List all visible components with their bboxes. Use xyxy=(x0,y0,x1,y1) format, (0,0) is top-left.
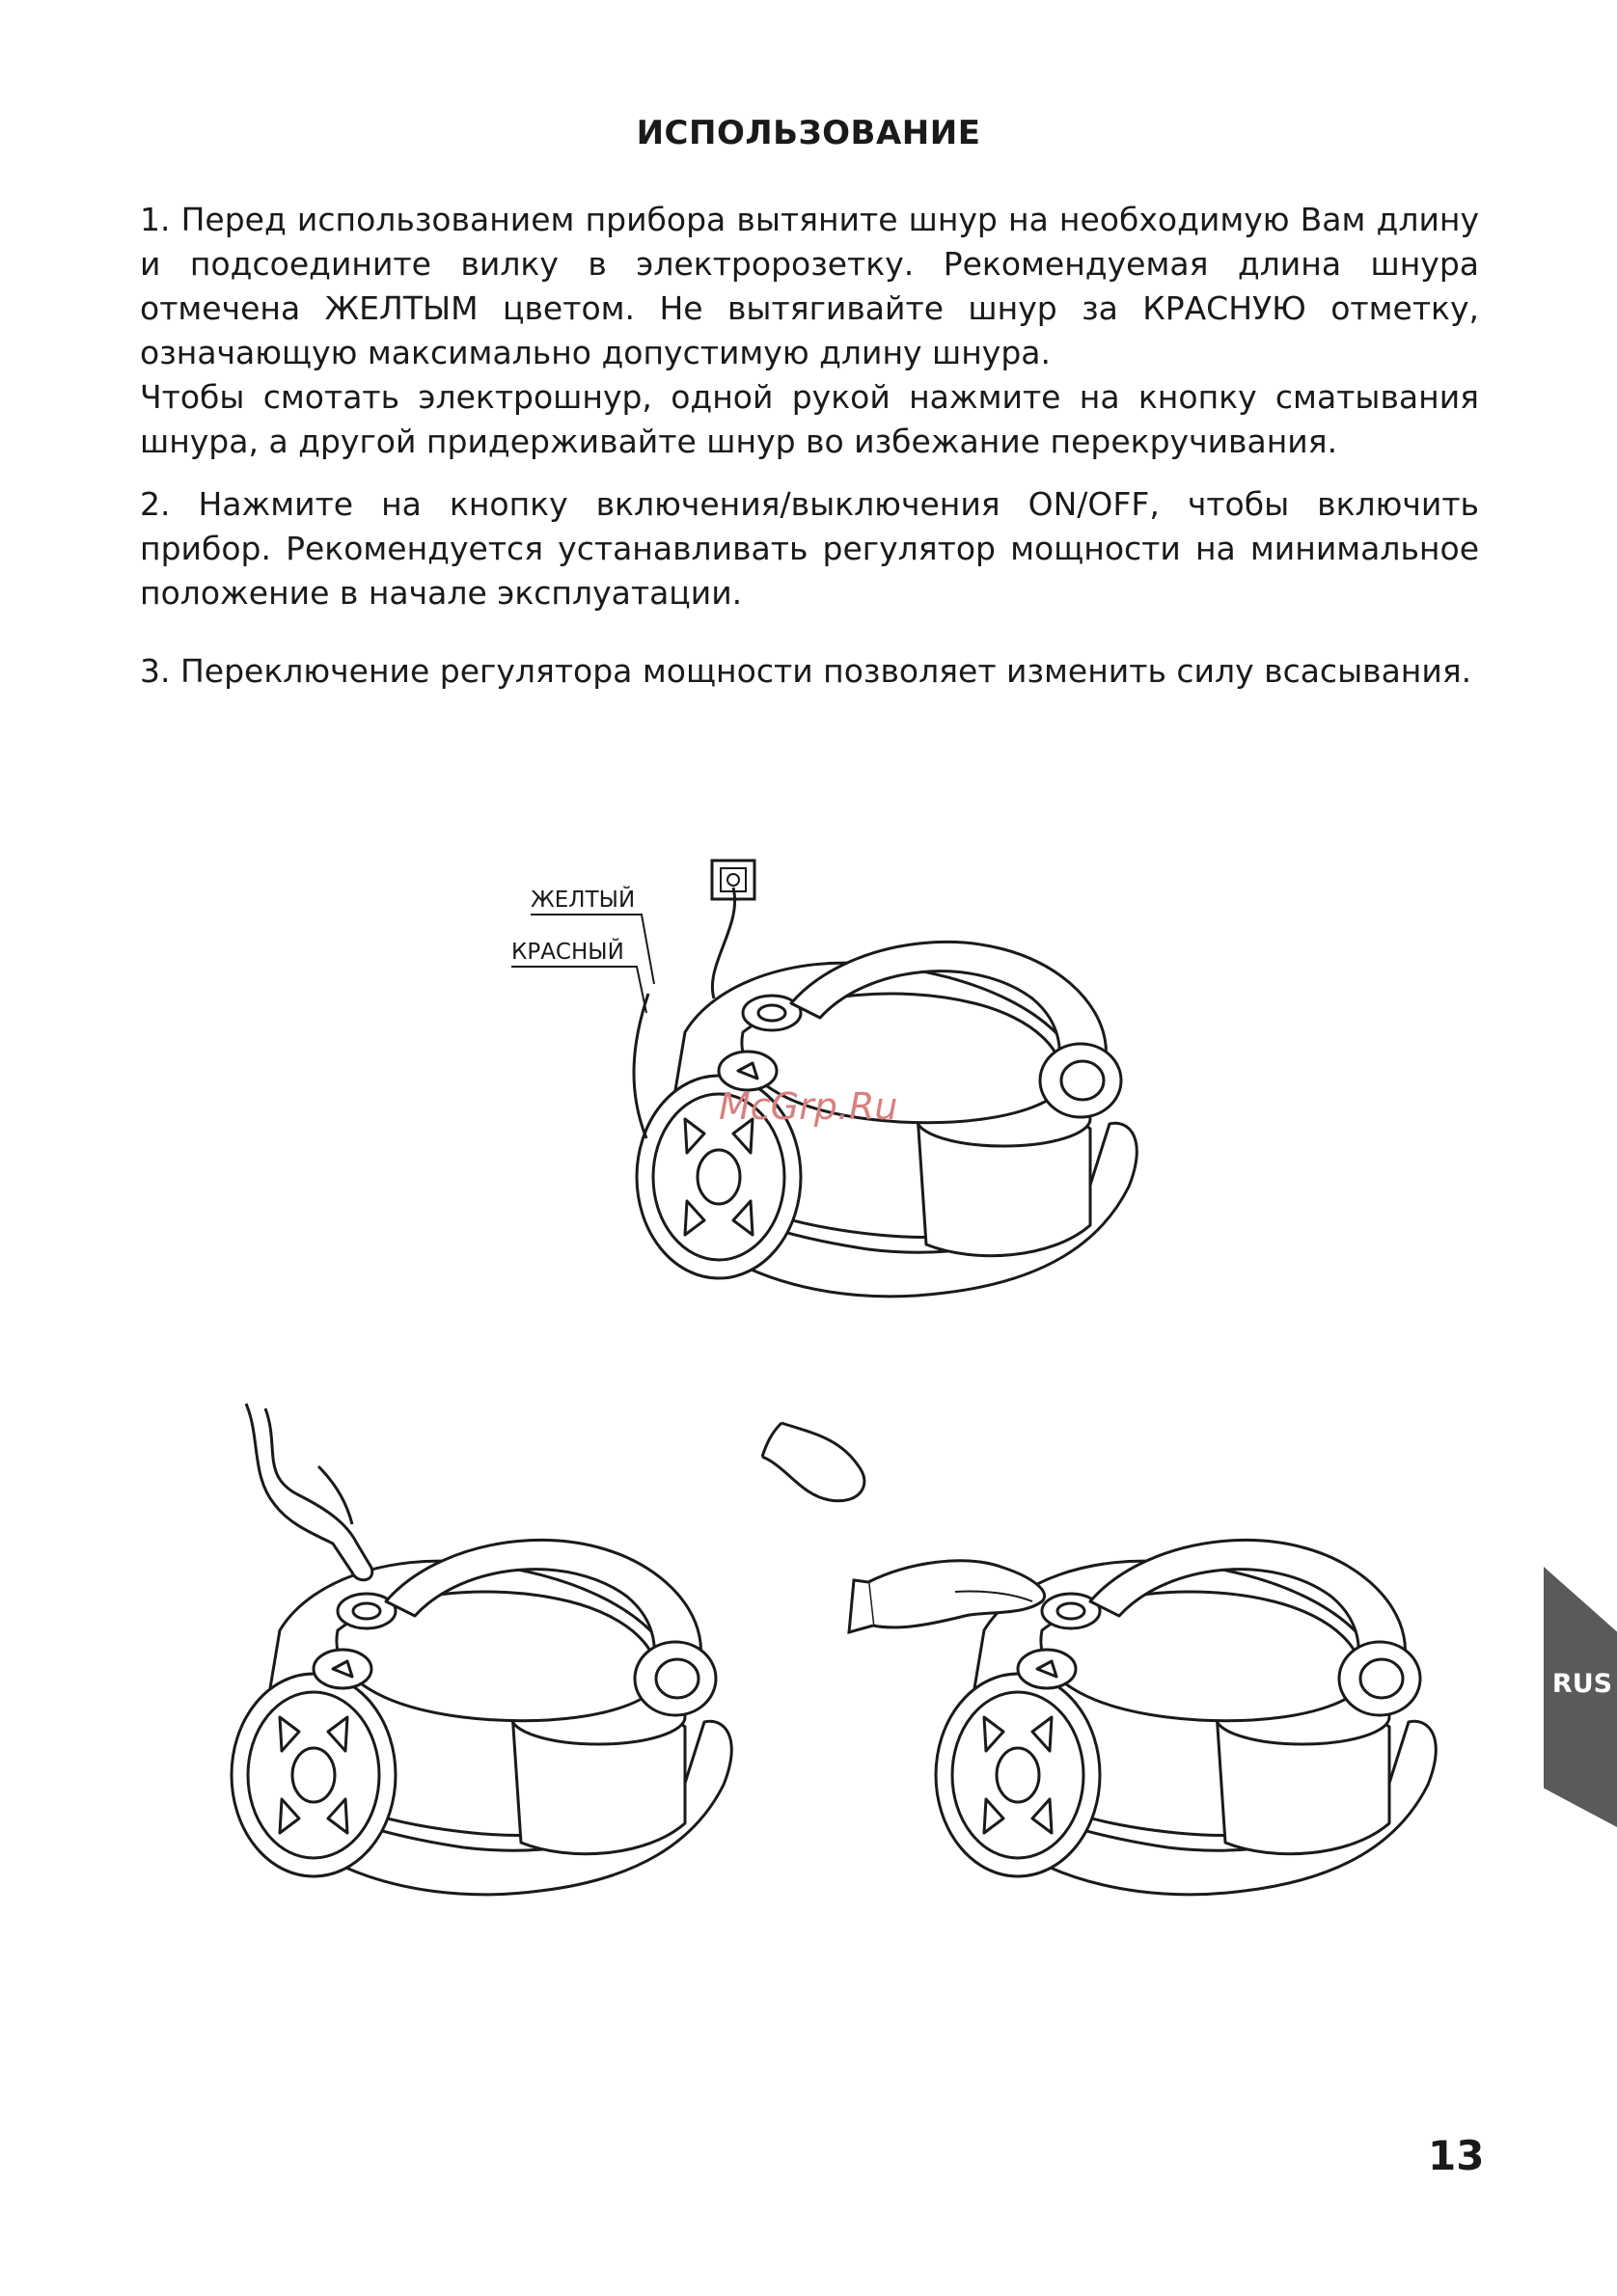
language-tab-label: RUS xyxy=(1551,1669,1613,1699)
label-red: КРАСНЫЙ xyxy=(511,940,624,965)
section-3-paragraph: 3. Переключение регулятора мощности позволяет изменить силу всасывания. xyxy=(140,652,1472,690)
page-number: 13 xyxy=(1428,2132,1485,2179)
section-2-paragraph: 2. Нажмите на кнопку включения/выключения ON/OFF, чтобы включить прибор. Рекомендуется устанавливать регулятор мощности на минимальное положение в начале эксплуатации. xyxy=(140,485,1479,612)
section-1-paragraph-b: Чтобы смотать электрошнур, одной рукой нажмите на кнопку сматывания шнура, а другой придерживайте шнур во избежание перекручивания. xyxy=(140,378,1479,460)
vacuum-cord-rewind-illustration xyxy=(762,1423,1436,1895)
page-title: ИСПОЛЬЗОВАНИЕ xyxy=(636,114,981,152)
label-yellow: ЖЕЛТЫЙ xyxy=(531,888,636,913)
section-1-paragraph-a: 1. Перед использованием прибора вытяните шнур на необходимую Вам длину и подсоедините вилку в электророзетку. Рекомендуемая длина шнура отмечена ЖЕЛТЫМ цветом. Не вытягивайте шнур за КРАСНУЮ отметку, означающую максимально допустимую длину шнура. xyxy=(140,201,1479,371)
vacuum-top-illustration xyxy=(511,861,1137,1297)
watermark: McGrp.Ru xyxy=(719,1085,898,1128)
vacuum-power-button-illustration xyxy=(232,1404,731,1895)
